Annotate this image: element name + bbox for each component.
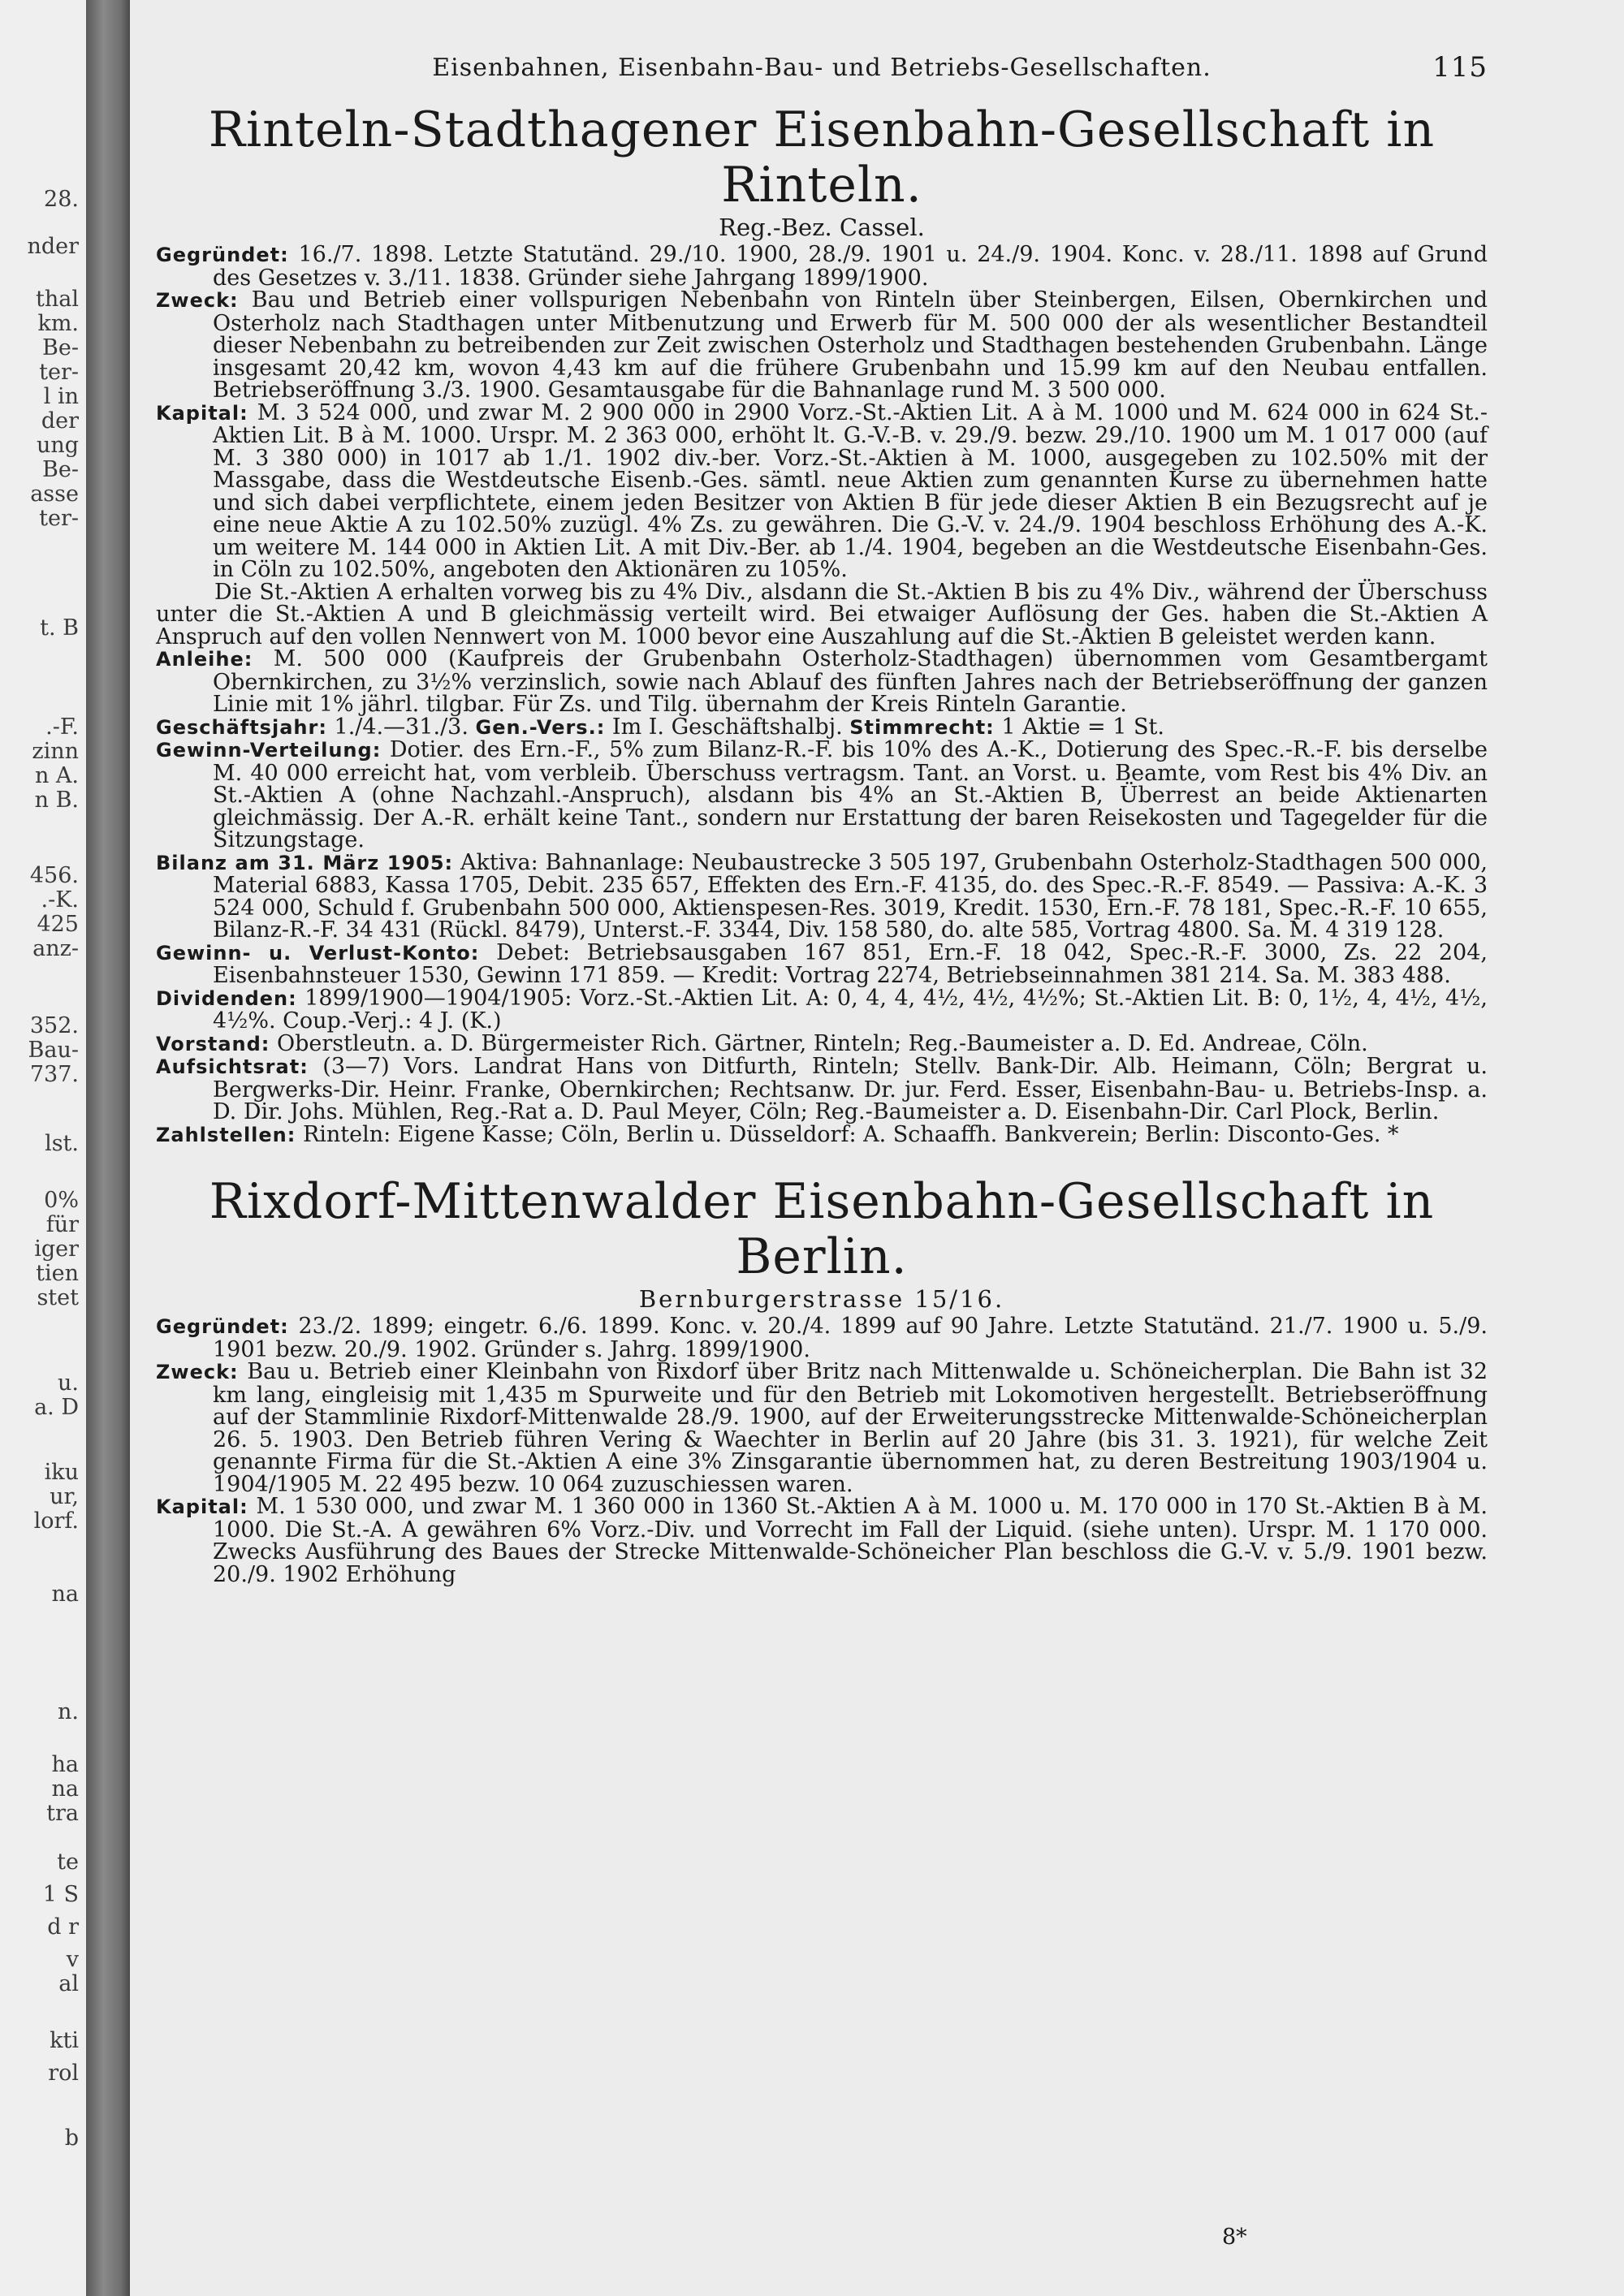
article2-title: Rixdorf-Mittenwalder Eisenbahn-Gesellschaft in Berlin. [209, 1173, 1435, 1285]
geschaeftsjahr-label: Geschäftsjahr: [156, 715, 327, 739]
margin-fragment: km. [37, 311, 79, 336]
gegruendet-label: Gegründet: [156, 244, 289, 266]
margin-fragment: tra [46, 1801, 79, 1826]
article1-vorstand [156, 1030, 1488, 1056]
margin-fragment: Bau- [28, 1038, 79, 1063]
article2-kapital [156, 1495, 1488, 1586]
stimmrecht-text: 1 Aktie = 1 St. [1001, 714, 1164, 740]
margin-fragment: lorf. [33, 1508, 79, 1534]
margin-fragment: ung [36, 433, 79, 458]
gegruendet-text: 23./2. 1899; eingetr. 6./6. 1899. Konc. v. 20./4. 1899 auf 90 Jahre. Letzte Statutänd. 21./7. 1900 u. 5./9. 1901 bezw. 20./9. 1902. Gründer s. Jahrg. 1899/1900. [213, 1314, 1488, 1362]
margin-fragment: stet [37, 1285, 79, 1310]
margin-fragment: 1 S [42, 1882, 79, 1907]
article-separator [156, 1146, 1488, 1174]
aufsichtsrat-label: Aufsichtsrat: [156, 1055, 309, 1078]
dividenden-label: Dividenden: [156, 986, 297, 1010]
margin-fragment: kti [50, 2028, 79, 2053]
margin-fragment: Be- [42, 457, 79, 482]
article1-zweck [156, 289, 1488, 402]
article1-title: Rinteln-Stadthagener Eisenbahn-Gesellschaft in Rinteln. [208, 101, 1436, 214]
margin-fragment: ter- [39, 360, 79, 385]
margin-fragment: te [57, 1849, 79, 1875]
margin-fragment: u. [58, 1370, 79, 1396]
article1-gewinn-verteilung [156, 739, 1488, 852]
page-content [156, 51, 1488, 1587]
margin-fragment: für [45, 1212, 79, 1237]
vorstand-text: Oberstleutn. a. D. Bürgermeister Rich. Gärtner, Rinteln; Reg.-Baumeister a. D. Ed. Andreae, Cöln. [277, 1030, 1368, 1056]
margin-fragment: 352. [29, 1013, 79, 1038]
margin-fragment: iger [34, 1236, 79, 1262]
article1-zahlstellen [156, 1121, 1488, 1147]
dividenden-text: 1899/1900—1904/1905: Vorz.-St.-Aktien Lit. A: 0, 4, 4, 4½, 4½, 4½%; St.-Aktien Lit. B: 0, 1½, 4, 4½, 4½, 4½%. Coup.-Verj.: 4 J. (K.) [213, 985, 1488, 1034]
zahlstellen-label: Zahlstellen: [156, 1123, 296, 1146]
margin-fragment: nder [27, 234, 79, 259]
margin-fragment: .-K. [41, 887, 79, 913]
adjacent-page-margin [0, 0, 85, 2296]
guv-text: Debet: Betriebsausgaben 167 851, Ern.-F. 18 042, Spec.-R.-F. 3000, Zs. 22 204, Eisenbahnsteuer 1530, Gewinn 171 859. — Kredit: Vortrag 2274, Betriebseinnahmen 381 214. Sa. M. 383 488. [213, 939, 1488, 988]
margin-fragment: n B. [34, 788, 79, 813]
zweck-label: Zweck: [156, 1361, 239, 1383]
article1-subtitle: Reg.-Bez. Cassel. [719, 214, 925, 241]
margin-fragment: ter- [39, 506, 79, 531]
margin-fragment: .-F. [45, 714, 79, 740]
margin-fragment: 456. [29, 863, 79, 888]
margin-fragment: anz- [32, 936, 79, 961]
article1-gegruendet [156, 244, 1488, 289]
margin-fragment: iku [44, 1460, 79, 1485]
article2-gegruendet [156, 1315, 1488, 1361]
gewinn-label: Gewinn-Verteilung: [156, 739, 382, 762]
margin-fragment: n. [58, 1699, 79, 1724]
article1-kapital [156, 399, 1488, 582]
gewinn-text: Dotier. des Ern.-F., 5% zum Bilanz-R.-F. bis 10% des A.-K., Dotierung des Spec.-R.-F. bis derselbe M. 40 000 erreicht hat, vom verbleib. Überschuss vertragsm. Tant. an Vorst. u. Beamte, vom Rest bis 4% Div. an St.-Aktien A (ohne Nachzahl.-Anspruch), alsdann bis 4% an St.-Aktien B, Überrest an beide Aktienarten gleichmässig. Der A.-R. erhält keine Tant., sondern nur Erstattung der baren Reisekosten und Tagegelder für die Sitzungstage. [213, 737, 1488, 852]
margin-fragment: 28. [44, 187, 79, 212]
aufsichtsrat-text: (3—7) Vors. Landrat Hans von Ditfurth, Rinteln; Stellv. Bank-Dir. Alb. Heimann, Cöln; Bergrat u. Bergwerks-Dir. Heinr. Franke, Obernkirchen; Rechtsanw. Dr. jur. Ferd. Esser, Eisenbahn-Bau- u. Betriebs-Insp. a. D. Dir. Johs. Mühlen, Reg.-Rat a. D. Paul Meyer, Cöln; Reg.-Baumeister a. D. Eisenbahn-Dir. Carl Plock, Berlin. [213, 1054, 1488, 1124]
genvers-label: Gen.-Vers.: [475, 715, 606, 739]
signature-mark: 8* [1222, 2225, 1247, 2250]
kapital-label: Kapital: [156, 401, 248, 425]
gegruendet-text: 16./7. 1898. Letzte Statutänd. 29./10. 1900, 28./9. 1901 u. 24./9. 1904. Konc. v. 28./11. 1898 auf Grund des Gesetzes v. 3./11. 1838. Gründer siehe Jahrgang 1899/1900. [213, 242, 1488, 291]
margin-fragment: lst. [45, 1131, 79, 1156]
running-head [156, 51, 1488, 102]
geschaeftsjahr-text: 1./4.—31./3. [334, 714, 469, 740]
stimmrecht-label: Stimmrecht: [849, 715, 995, 739]
article1-bilanz [156, 849, 1488, 943]
margin-fragment: a. D [34, 1395, 79, 1420]
running-head-title: Eisenbahnen, Eisenbahn-Bau- und Betriebs-Gesellschaften. [432, 54, 1212, 82]
guv-label: Gewinn- u. Verlust-Konto: [156, 941, 480, 965]
margin-fragment: 425 [37, 912, 79, 937]
margin-fragment: tien [36, 1261, 79, 1286]
margin-fragment: na [51, 1776, 79, 1802]
zweck-label: Zweck: [156, 289, 239, 312]
genvers-text: Im I. Geschäftshalbj. [611, 714, 843, 740]
zahlstellen-text: Rinteln: Eigene Kasse; Cöln, Berlin u. Düsseldorf: A. Schaaffh. Bankverein; Berlin: Disconto-Ges. * [302, 1121, 1399, 1147]
article2-subtitle: Bernburgerstrasse 15/16. [638, 1285, 1005, 1313]
margin-fragment: Be- [42, 335, 79, 360]
margin-fragment: 0% [44, 1188, 79, 1213]
margin-fragment: asse [30, 481, 79, 507]
margin-fragment: n A. [34, 763, 79, 788]
bilanz-text: Aktiva: Bahnanlage: Neubaustrecke 3 505 197, Grubenbahn Osterholz-Stadthagen 500 000, Material 6883, Kassa 1705, Debit. 235 657, Effekten des Ern.-F. 4135, do. des Spec.-R.-F. 8549. — Passiva: A.-K. 3 524 000, Schuld f. Grubenbahn 500 000, Aktienspesen-Res. 3019, Kredit. 1530, Ern.-F. 78 181, Spec.-R.-F. 10 655, Bilanz-R.-F. 34 431 (Rückl. 8479), Unterst.-F. 3344, Div. 158 580, do. alte 585, Vortrag 4800. Sa. M. 4 319 128. [213, 849, 1488, 943]
margin-fragment: t. B [40, 615, 79, 641]
margin-fragment: thal [36, 287, 79, 312]
margin-fragment: l in [43, 384, 79, 409]
margin-fragment: zinn [32, 739, 79, 764]
page-number: 115 [1432, 51, 1488, 84]
margin-fragment: ha [51, 1752, 79, 1777]
anleihe-label: Anleihe: [156, 648, 253, 671]
margin-fragment: 737. [29, 1062, 79, 1087]
margin-fragment: d r [47, 1914, 79, 1940]
kapital-text: M. 3 524 000, und zwar M. 2 900 000 in 2900 Vorz.-St.-Aktien Lit. A à M. 1000 und M. 624 000 in 624 St.-Aktien Lit. B à M. 1000. Urspr. M. 2 363 000, erhöht lt. G.-V.-B. v. 29./9. bezw. 29./10. 1900 um M. 1 017 000 (auf M. 3 380 000) in 1017 ab 1./1. 1902 div.-ber. Vorz.-St.-Aktien à M. 1000, ausgegeben zu 102.50% mit der Massgabe, dass die Westdeutsche Eisenb.-Ges. sämtl. neue Aktien zum genannten Kurse zu übernehmen hatte und sich dabei verpflichtete, einem jeden Besitzer von Aktien B für jede dieser Aktien B ein Bezugsrecht auf je eine neue Aktie A zu 102.50% zuzügl. 4% Zs. zu gewähren. Die G.-V. v. 24./9. 1904 beschloss Erhöhung des A.-K. um weitere M. 144 000 in Aktien Lit. A mit Div.-Ber. ab 1./4. 1904, begeben an die Westdeutsche Eisenbahn-Ges. in Cöln zu 102.50%, angeboten den Aktionären zu 105%. [213, 399, 1488, 582]
book-binding-shadow [86, 0, 130, 2296]
article2-zweck [156, 1361, 1488, 1495]
article1-aufsichtsrat [156, 1055, 1488, 1124]
margin-fragment: rol [48, 2061, 79, 2086]
article1-anleihe [156, 648, 1488, 716]
margin-fragment: v [66, 1947, 79, 1972]
article1-dividenden [156, 987, 1488, 1033]
anleihe-text: M. 500 000 (Kaufpreis der Grubenbahn Osterholz-Stadthagen) übernommen vom Gesamtbergamt Obernkirchen, zu 3½% verzinslich, sowie nach Ablauf des fünften Jahres nach der Betriebseröffnung der ganzen Linie mit 1% jährl. tilgbar. Für Zs. und Tilg. übernahm der Kreis Rinteln Garantie. [213, 646, 1488, 717]
bilanz-label: Bilanz am 31. März 1905: [156, 851, 454, 874]
article1-geschaeftsjahr [156, 716, 1488, 740]
margin-fragment: b [64, 2126, 79, 2151]
article1-guv [156, 939, 1488, 988]
margin-fragment: al [58, 1971, 79, 1996]
margin-fragment: der [41, 408, 79, 434]
vorstand-label: Vorstand: [156, 1032, 270, 1055]
kapital-text: M. 1 530 000, und zwar M. 1 360 000 in 1360 St.-Aktien A à M. 1000 u. M. 170 000 in 170 St.-Aktien B à M. 1000. Die St.-A. A gewähren 6% Vorz.-Div. und Vorrecht im Fall der Liquid. (siehe unten). Urspr. M. 1 170 000. Zwecks Ausführung des Baues der Strecke Mittenwalde-Schöneicher Plan beschloss die G.-V. v. 5./9. 1901 bezw. 20./9. 1902 Erhöhung [213, 1494, 1488, 1587]
margin-fragment: na [51, 1582, 79, 1607]
zweck-text: Bau und Betrieb einer vollspurigen Nebenbahn von Rinteln über Steinbergen, Eilsen, Obernkirchen und Osterholz nach Stadthagen unter Mitbenutzung und Erwerb für M. 500 000 der als wesentlicher Bestandteil dieser Nebenbahn zu betreibenden zur Zeit zwischen Osterholz und Stadthagen bestehenden Grubenbahn. Länge insgesamt 20,42 km, wovon 4,43 km auf die frühere Grubenbahn und 15.99 km auf den Neubau entfallen. Betriebseröffnung 3./3. 1900. Gesamtausgabe für die Bahnanlage rund M. 3 500 000. [213, 287, 1488, 403]
article1-kapital-para2: Die St.-Aktien A erhalten vorweg bis zu 4% Div., alsdann die St.-Aktien B bis zu 4% Div., während der Überschuss unter die St.-Aktien A und B gleichmässig verteilt wird. Bei etwaiger Auflösung der Ges. haben die St.-Aktien A Anspruch auf den vollen Nennwert von M. 1000 bevor eine Auszahlung auf die St.-Aktien B geleistet werden kann. [156, 579, 1488, 650]
margin-fragment: ur, [50, 1484, 79, 1509]
zweck-text: Bau u. Betrieb einer Kleinbahn von Rixdorf über Britz nach Mittenwalde u. Schöneicherplan. Die Bahn ist 32 km lang, eingleisig mit 1,435 m Spurweite und für den Betrieb mit Lokomotiven hergestellt. Betriebseröffnung auf der Stammlinie Rixdorf-Mittenwalde 28./9. 1900, auf der Erweiterungsstrecke Mittenwalde-Schöneicherplan 26. 5. 1903. Den Betrieb führen Vering & Waechter in Berlin auf 20 Jahre (bis 31. 3. 1921), für welche Zeit genannte Firma für die St.-Aktien A eine 3% Zinsgarantie übernommen hat, zu deren Bestreitung 1903/1904 u. 1904/1905 M. 22 495 bezw. 10 064 zuzuschiessen waren. [213, 1359, 1488, 1497]
gegruendet-label: Gegründet: [156, 1315, 289, 1338]
kapital-label: Kapital: [156, 1495, 248, 1518]
